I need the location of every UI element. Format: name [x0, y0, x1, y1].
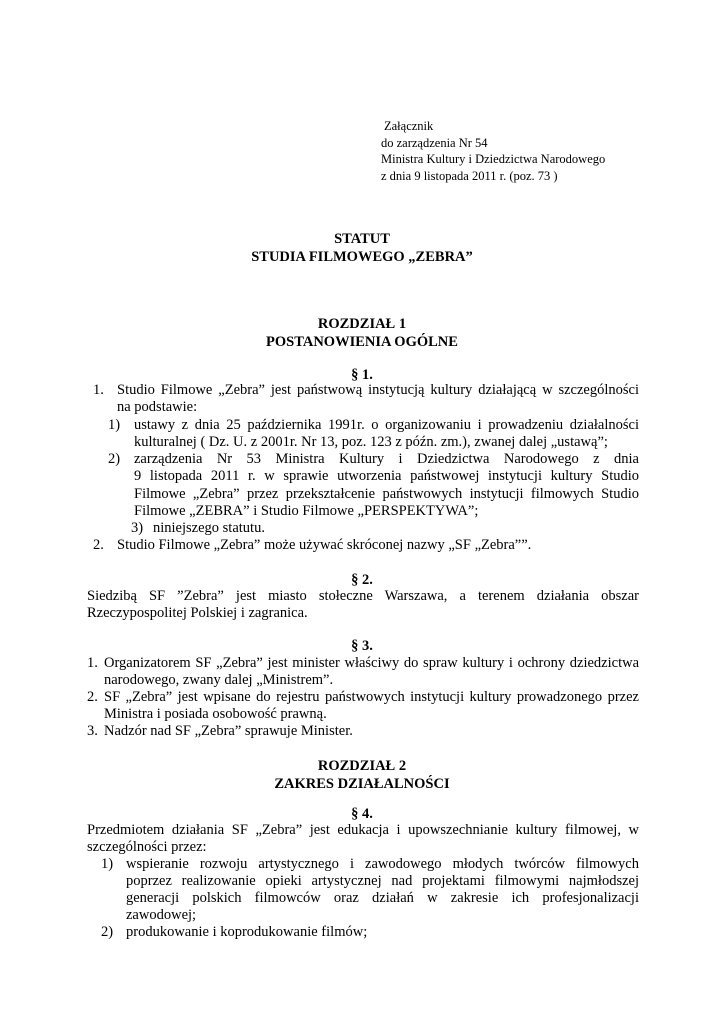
paragraph-line: produkowanie i koprodukowanie filmów; — [126, 924, 368, 940]
list-number: 1. — [87, 655, 98, 671]
paragraph-line: niniejszego statutu. — [153, 520, 265, 536]
section-heading: § 2. — [351, 572, 373, 588]
list-number: 3. — [87, 723, 98, 739]
paragraph-line: 9 listopada 2011 r. w sprawie utworzenia państwowej instytucji kultury Studio — [134, 468, 639, 484]
section-heading: § 1. — [351, 367, 373, 383]
paragraph-line: Siedzibą SF ”Zebra” jest miasto stołeczne Warszawa, a terenem działania obszar — [87, 588, 639, 604]
paragraph-line: Rzeczypospolitej Polskiej i zagranica. — [87, 605, 308, 621]
paragraph-line: poprzez realizowanie opieki artystycznej nad projektami filmowymi najmłodszej — [126, 873, 639, 889]
list-number: 1) — [108, 417, 121, 433]
chapter-subheading: POSTANOWIENIA OGÓLNE — [266, 334, 458, 350]
paragraph-line: ustawy z dnia 25 października 1991r. o organizowaniu i prowadzeniu działalności — [134, 417, 639, 433]
list-number: 2) — [108, 451, 121, 467]
list-number: 1) — [101, 856, 114, 872]
paragraph-line: zarządzenia Nr 53 Ministra Kultury i Dziedzictwa Narodowego z dnia — [134, 451, 639, 467]
section-heading: § 4. — [351, 806, 373, 822]
list-number: 2. — [87, 689, 98, 705]
paragraph-line: SF „Zebra” jest wpisane do rejestru państwowych instytucji kultury prowadzonego przez — [104, 689, 639, 705]
paragraph-line: Organizatorem SF „Zebra” jest minister właściwy do spraw kultury i ochrony dziedzictwa — [104, 655, 639, 671]
paragraph-line: wspieranie rozwoju artystycznego i zawodowego młodych twórców filmowych — [126, 856, 639, 872]
list-number: 2. — [93, 537, 104, 553]
chapter-heading: ROZDZIAŁ 1 — [317, 316, 407, 332]
paragraph-line: Przedmiotem działania SF „Zebra” jest edukacja i upowszechnianie kultury filmowej, w — [87, 822, 639, 838]
paragraph-line: Studio Filmowe „Zebra” może używać skróconej nazwy „SF „Zebra””. — [117, 537, 532, 553]
chapter-subheading: ZAKRES DZIAŁALNOŚCI — [274, 776, 450, 792]
paragraph-line: Filmowe „Zebra” przez przekształcenie państwowych instytucji filmowych Studio — [134, 486, 639, 502]
paragraph-line: narodowego, zwany dalej „Ministrem”. — [104, 672, 334, 688]
chapter-heading: ROZDZIAŁ 2 — [317, 758, 407, 774]
annex-line: do zarządzenia Nr 54 — [381, 135, 488, 150]
paragraph-line: Ministra i posiada osobowość prawną. — [104, 706, 327, 722]
paragraph-line: generacji polskich filmowców oraz działań w zakresie ich profesjonalizacji — [126, 890, 639, 906]
list-number: 1. — [93, 382, 104, 398]
paragraph-line: Filmowe „ZEBRA” i Studio Filmowe „PERSPEKTYWA”; — [134, 503, 479, 519]
paragraph-line: Nadzór nad SF „Zebra” sprawuje Minister. — [104, 723, 353, 739]
annex-line: Ministra Kultury i Dziedzictwa Narodowego — [381, 152, 606, 166]
paragraph-line: zawodowej; — [126, 907, 197, 923]
paragraph-line: na podstawie: — [117, 399, 198, 415]
paragraph-line: Studio Filmowe „Zebra” jest państwową instytucją kultury działającą w szczególności — [117, 382, 639, 398]
paragraph-line: kulturalnej ( Dz. U. z 2001r. Nr 13, poz. 123 z późn. zm.), zwanej dalej „ustawą”; — [134, 434, 608, 450]
document-title: STATUT — [334, 231, 390, 247]
paragraph-line: szczególności przez: — [87, 839, 207, 855]
annex-header — [381, 118, 605, 184]
document-subtitle: STUDIA FILMOWEGO „ZEBRA” — [251, 249, 473, 265]
annex-line: z dnia 9 listopada 2011 r. (poz. 73 ) — [381, 168, 558, 183]
annex-line: Załącznik — [384, 119, 434, 133]
section-heading: § 3. — [351, 638, 373, 654]
list-number: 2) — [101, 924, 114, 940]
list-number: 3) — [131, 520, 144, 536]
